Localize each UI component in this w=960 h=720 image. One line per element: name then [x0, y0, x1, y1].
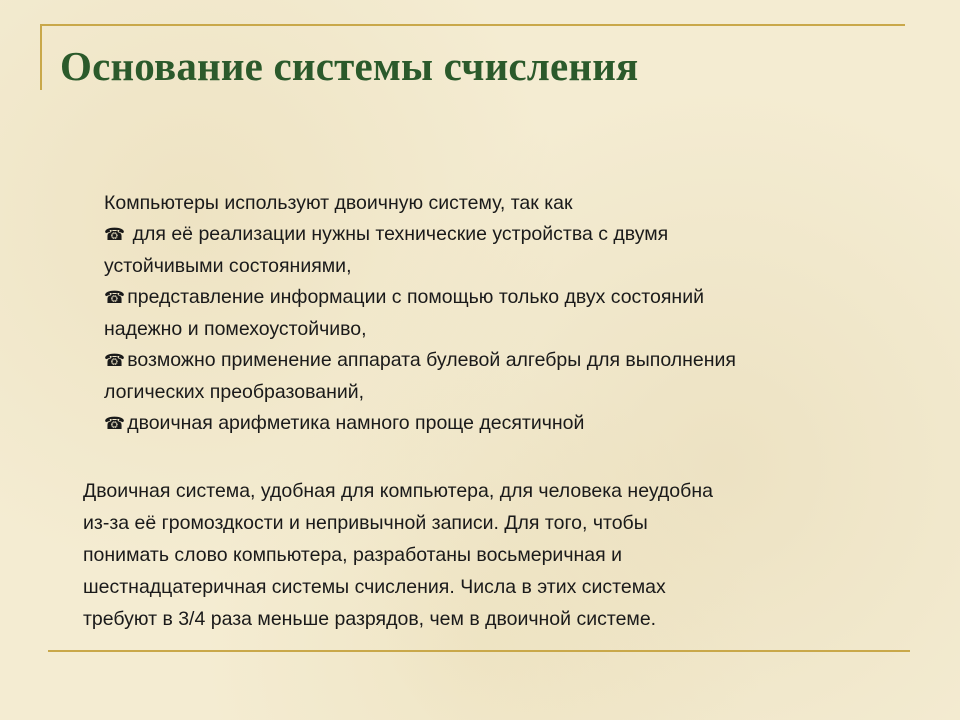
reasons-block [104, 188, 904, 440]
bullet-item [104, 219, 904, 251]
slide-title: Основание системы счисления [60, 43, 639, 89]
frame-left-line [40, 24, 42, 90]
frame-top-line [40, 24, 905, 26]
summary-line: из-за её громоздкости и непривычной записи. Для того, чтобы [83, 512, 648, 534]
phone-icon: ☎ [104, 351, 126, 371]
bullet-continuation: логических преобразований, [104, 381, 365, 403]
phone-icon: ☎ [104, 225, 126, 245]
phone-icon: ☎ [104, 288, 126, 308]
summary-line: понимать слово компьютера, разработаны восьмеричная и [83, 544, 622, 566]
bullet-text: возможно применение аппарата булевой алгебры для выполнения [127, 349, 736, 371]
frame-bottom-line [48, 650, 910, 652]
bullet-text: для её реализации нужны технические устройства с двумя [127, 223, 669, 245]
summary-line: шестнадцатеричная системы счисления. Числа в этих системах [83, 576, 666, 598]
summary-line: Двоичная система, удобная для компьютера, для человека неудобна [83, 480, 713, 502]
phone-icon: ☎ [104, 414, 126, 434]
bullet-text: двоичная арифметика намного проще десятичной [127, 412, 585, 434]
bullet-text: представление информации с помощью только двух состояний [127, 286, 704, 308]
bullet-item [104, 282, 904, 314]
summary-paragraph [83, 475, 883, 635]
summary-line: требуют в 3/4 раза меньше разрядов, чем в двоичной системе. [83, 608, 657, 630]
intro-line: Компьютеры используют двоичную систему, так как [104, 192, 573, 214]
bullet-item [104, 408, 904, 440]
bullet-item [104, 345, 904, 377]
bullet-continuation: надежно и помехоустойчиво, [104, 318, 367, 340]
bullet-continuation: устойчивыми состояниями, [104, 255, 352, 277]
